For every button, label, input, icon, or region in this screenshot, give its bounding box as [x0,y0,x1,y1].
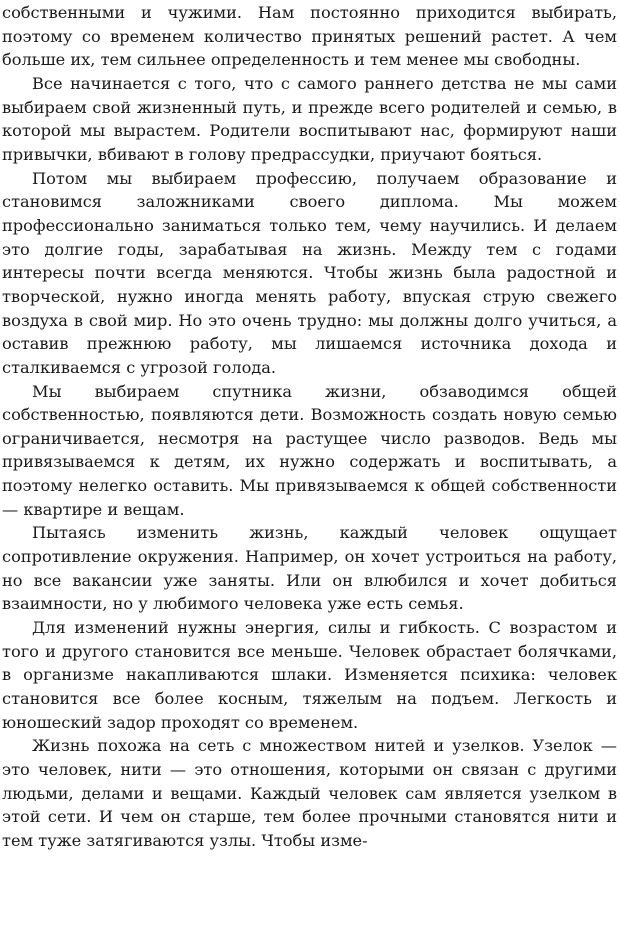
paragraph-4: Мы выбираем спутника жизни, обзаводимся общей собственностью, появляются дети. Возможность создать новую семью ограничивается, несмотря на растущее число разводов. Ведь мы привязываемся к детям, их нужно содержать и воспитывать, а поэтому нелегко оставить. Мы привязываемся к общей собственности — квартире и вещам. [2,381,617,519]
paragraph-7: Жизнь похожа на сеть с множеством нитей и узелков. Узелок — это человек, нити — это отношения, которыми он связан с другими людьми, делами и вещами. Каждый человек сам является узелком в этой сети. И чем он старше, тем более прочными становятся нити и тем туже затягиваются узлы. Чтобы изме- [2,736,617,850]
paragraph-2: Все начинается с того, что с самого раннего детства не мы сами выбираем свой жизненный путь, и прежде всего родителей и семью, в которой мы вырастем. Родители воспитывают нас, формируют наши привычки, вбивают в голову предрассудки, приучают бояться. [2,73,617,164]
paragraph-3: Потом мы выбираем профессию, получаем образование и становимся заложниками своего диплома. Мы можем профессионально заниматься только тем, чему научились. И делаем это долгие годы, зарабатывая на жизнь. Между тем с годами интересы почти всегда меняются. Чтобы жизнь была радостной и творческой, нужно иногда менять работу, впуская струю свежего воздуха в свой мир. Но это очень трудно: мы должны долго учиться, а оставив прежнюю работу, мы лишаемся источника дохода и сталкиваемся с угрозой голода. [2,168,617,377]
paragraph-5: Пытаясь изменить жизнь, каждый человек ощущает сопротивление окружения. Например, он хочет устроиться на работу, но все вакансии уже заняты. Или он влюбился и хочет добиться взаимности, но у любимого человека уже есть семья. [2,523,617,614]
paragraph-6: Для изменений нужны энергия, силы и гибкость. С возрастом и того и другого становится все меньше. Человек обрастает болячками, в организме накапливаются шлаки. Изменяется психика: человек становится все более косным, тяжелым на подъем. Легкость и юношеский задор проходят со временем. [2,618,617,732]
paragraph-1: собственными и чужими. Нам постоянно приходится выбирать, поэтому со временем количество принятых решений растет. А чем больше их, тем сильнее определенность и тем менее мы свободны. [2,3,617,70]
